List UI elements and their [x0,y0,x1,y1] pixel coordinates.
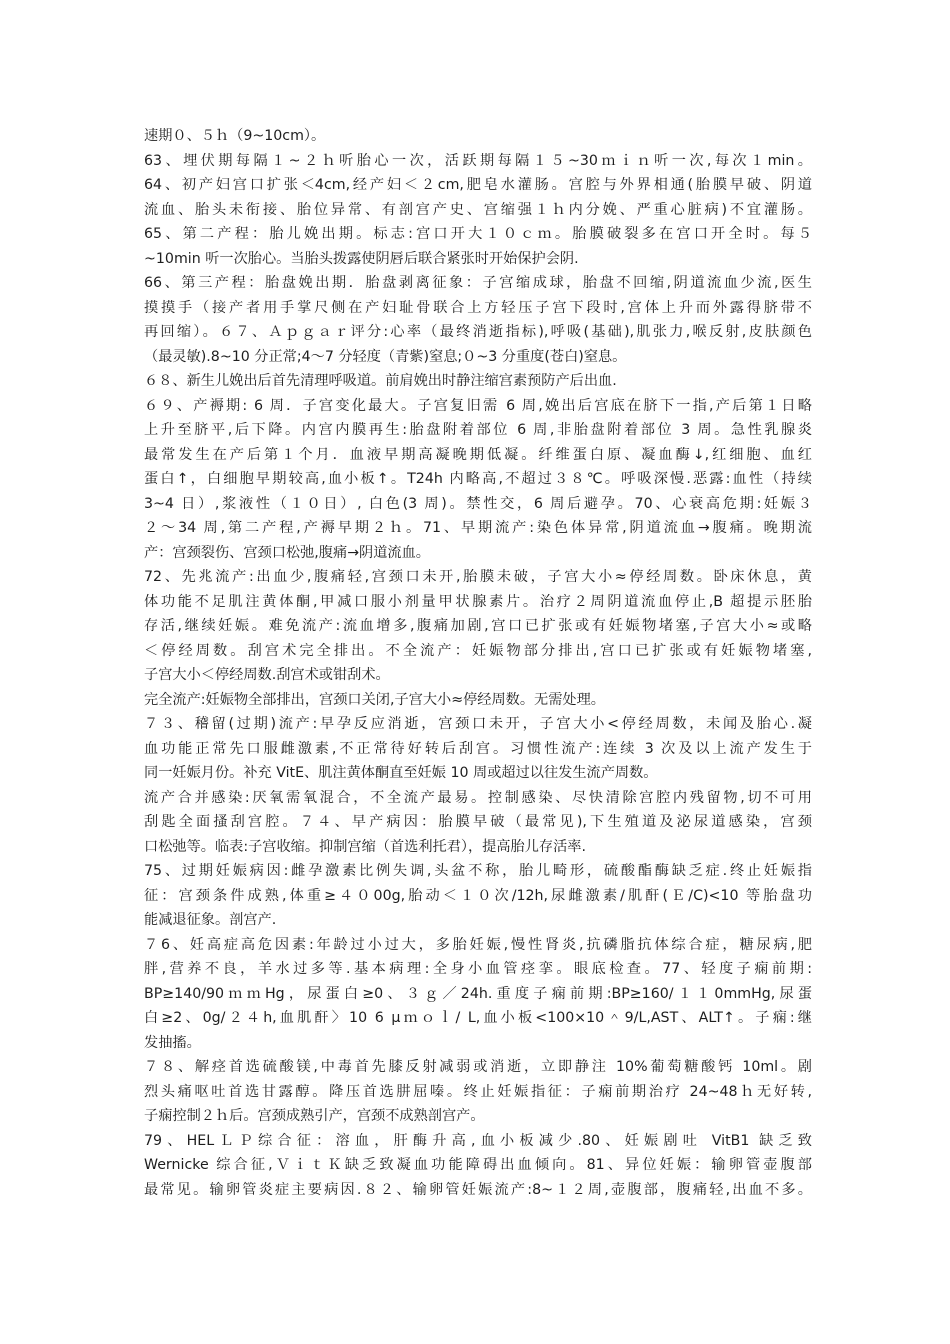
text-line: 胖,营养不良，羊水过多等.基本病理:全身小血管痉挛。眼底检查。77、轻度子痫前期: [144,961,812,977]
text-line: 3~4 日）,浆液性（１０日）, 白色(3 周)。禁性交，6 周后避孕。70、心衰高危期:妊娠３ [144,495,812,512]
text-line: 能减退征象。剖宫产. [144,912,277,928]
text-line: 72、先兆流产:出血少,腹痛轻,宫颈口未开,胎膜未破，子宫大小≈停经周数。卧床休息，黄 [144,569,812,585]
text-line: 79、HELＬＰ综合征：溶血，肝酶升高,血小板减少.80、妊娠剧吐 VitB1 缺乏致 [144,1132,812,1149]
text-line: 64、初产妇宫口扩张＜4cm,经产妇＜２cm,肥皂水灌肠。宫腔与外界相通(胎膜早破、阴道 [144,177,812,193]
text-line: BP≥140/90ｍｍHg，尿蛋白≥0、３ｇ／24h.重度子痫前期:BP≥160/１１0mmHg,尿蛋 [144,985,812,1002]
text-line: 66、第三产程：胎盘娩出期．胎盘剥离征象：子宫缩成球，胎盘不回缩,阴道流血少流,医生 [144,275,812,291]
text-line: ７３、稽留(过期)流产:早孕反应消逝，宫颈口未开，子宫大小<停经周数，未闻及胎心.凝 [144,716,812,732]
text-line: 征：宫颈条件成熟,体重≥４０00g,胎动＜１０次/12h,尿雌激素/肌酐(Ｅ/C)<10 等胎盘功 [144,887,812,904]
text-line: 产：宫颈裂伤、宫颈口松弛,腹痛→阴道流血。 [144,544,430,561]
text-line: 再回缩）。６７、Ａｐｇａｒ评分:心率（最终消逝指标),呼吸(基础),肌张力,喉反射,皮肤颜色 [144,324,812,340]
document-page [144,124,812,1202]
text-line: ６８、新生儿娩出后首先清理呼吸道。前肩娩出时静注缩宫素预防产后出血. [144,373,617,389]
text-line: 蛋白↑，白细胞早期较高,血小板↑。T24h 内略高,不超过３８℃。呼吸深慢.恶露:血性（持续 [144,471,812,487]
text-line: ~10min 听一次胎心。当胎头拨露使阴唇后联合紧张时开始保护会阴. [144,250,579,267]
text-line: 完全流产:妊娠物全部排出，宫颈口关闭,子宫大小≈停经周数。无需处理。 [144,691,605,708]
text-line: ２～34 周,第二产程,产褥早期２ｈ。71、早期流产:染色体异常,阴道流血→腹痛。晚期流 [144,520,812,536]
text-line: 存活,继续妊娠。难免流产:流血增多,腹痛加剧,宫口已扩张或有妊娠物堵塞,子宫大小≈或略 [144,618,812,634]
text-line: 摸摸手（接产者用手掌尺侧在产妇耻骨联合上方轻压子宫下段时,宫体上升而外露得脐带不 [144,299,812,316]
text-line: 子痫控制２ｈ后。宫颈成熟引产，宫颈不成熟剖宫产。 [144,1108,485,1124]
text-line: 65、第二产程：胎儿娩出期。标志:宫口开大１０ｃｍ。胎膜破裂多在宫口开全时。每５ [144,226,812,242]
text-line: 子宫大小＜停经周数.刮宫术或钳刮术。 [144,667,390,683]
text-line: 白≥2、0g/２４h,血肌酐〉10 6 μｍｏｌ/ L,血小板<100×10＾9/L,AST、ALT↑。子痫:继 [144,1010,812,1026]
text-line: 63、埋伏期每隔１~２ｈ听胎心一次，活跃期每隔１５~30ｍｉｎ听一次,每次１min。 [144,152,812,169]
text-line: 烈头痛呕吐首选甘露醇。降压首选肼屈嗪。终止妊娠指征：子痫前期治疗 24~48ｈ无好转, [144,1083,812,1100]
text-line: （最灵敏).8~10 分正常;4～7 分轻度（青紫)窒息;０~3 分重度(苍白)窒息。 [144,348,627,365]
text-line: 口松弛等。临表:子宫收缩。抑制宫缩（首选利托君），提高胎儿存活率. [144,838,587,855]
text-line: 最常发生在产后第１个月．血液早期高凝晚期低凝。纤维蛋白原、凝血酶↓,红细胞、血红 [144,446,812,463]
text-line: ７6、妊高症高危因素:年龄过小过大，多胎妊娠,慢性肾炎,抗磷脂抗体综合症，糖尿病,肥 [144,936,812,953]
text-line: 体功能不足肌注黄体酮,甲减口服小剂量甲状腺素片。治疗２周阴道流血停止,B 超提示胚胎 [144,593,812,610]
text-line: ６９、产褥期: 6 周．子宫变化最大。子宫复旧需 6 周,娩出后宫底在脐下一指,产后第１日略 [144,397,812,414]
text-line: 75、过期妊娠病因:雌孕激素比例失调,头盆不称，胎儿畸形，硫酸酯酶缺乏症.终止妊娠指 [144,863,812,879]
text-line: 刮匙全面搔刮宫腔。７４、早产病因：胎膜早破（最常见),下生殖道及泌尿道感染，宫颈 [144,814,812,830]
text-line: 速期０、５ｈ（9~10cm）。 [144,128,326,144]
text-line: 血功能正常先口服雌激素,不正常待好转后刮宫。习惯性流产:连续 3 次及以上流产发生于 [144,740,812,757]
text-line: ＜停经周数。刮宫术完全排出。不全流产：妊娠物部分排出,宫口已扩张或有妊娠物堵塞, [144,642,812,659]
text-line: Wernicke 综合征,ＶｉｔＫ缺乏致凝血功能障碍出血倾向。81、异位妊娠：输卵管壶腹部 [144,1157,812,1173]
text-line: 上升至脐平,后下降。内宫内膜再生:胎盘附着部位 6 周,非胎盘附着部位 3 周。急性乳腺炎 [144,422,812,438]
text-line: 同一妊娠月份。补充 VitE、肌注黄体酮直至妊娠 10 周或超过以往发生流产周数。 [144,765,658,781]
text-line: 流血、胎头未衔接、胎位异常、有剖宫产史、宫缩强１ｈ内分娩、严重心脏病)不宜灌肠。 [144,201,812,218]
text-line: 最常见。输卵管炎症主要病因.８２、输卵管妊娠流产:8~１２周,壶腹部，腹痛轻,出血不多。 [144,1181,812,1198]
text-line: 流产合并感染:厌氧需氧混合，不全流产最易。控制感染、尽快清除宫腔内残留物,切不可用 [144,789,812,806]
text-line: ７８、解痉首选硫酸镁,中毒首先膝反射减弱或消逝，立即静注 10%葡萄糖酸钙 10ml。剧 [144,1059,812,1075]
text-line: 发抽搐。 [144,1034,201,1051]
